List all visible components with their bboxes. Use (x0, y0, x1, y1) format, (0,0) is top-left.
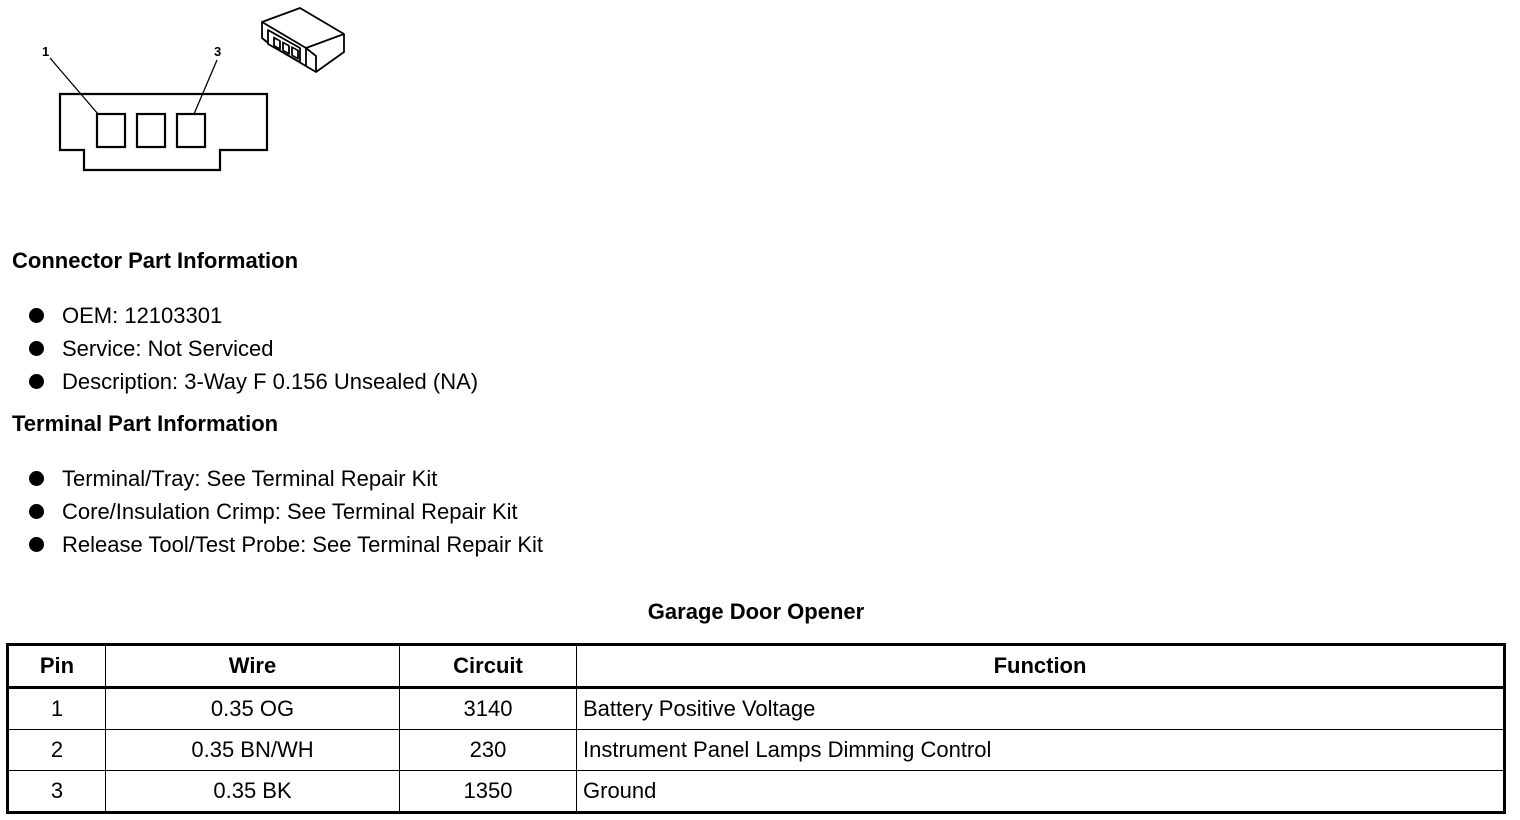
terminal-part-info-list (24, 462, 543, 561)
cell-pin: 1 (8, 688, 106, 730)
table-row (8, 730, 1505, 771)
bullet-icon (29, 341, 44, 356)
bullet-icon (29, 374, 44, 389)
column-header-wire: Wire (106, 645, 400, 688)
pinout-table (6, 643, 1506, 814)
cavity-3 (177, 114, 205, 147)
cell-wire: 0.35 BN/WH (106, 730, 400, 771)
column-header-circuit: Circuit (400, 645, 577, 688)
callout-label-1: 1 (42, 44, 50, 59)
callout-3-leader (194, 60, 217, 114)
cell-function: Ground (577, 771, 1505, 813)
cell-pin: 3 (8, 771, 106, 813)
list-item (24, 528, 543, 561)
bullet-icon (29, 504, 44, 519)
list-item-text: Release Tool/Test Probe: See Terminal Repair Kit (62, 532, 543, 557)
connector-part-info-heading: Connector Part Information (12, 248, 299, 273)
table-header-row (8, 645, 1505, 688)
list-item (24, 462, 543, 495)
cell-circuit: 3140 (400, 688, 577, 730)
cell-pin: 2 (8, 730, 106, 771)
connector-part-info-list (24, 299, 478, 398)
cell-function: Instrument Panel Lamps Dimming Control (577, 730, 1505, 771)
list-item-text: Description: 3-Way F 0.156 Unsealed (NA) (62, 369, 479, 394)
list-item-text: OEM: 12103301 (62, 303, 223, 328)
cell-circuit: 1350 (400, 771, 577, 813)
list-item (24, 299, 478, 332)
list-item-text: Service: Not Serviced (62, 336, 274, 361)
cell-wire: 0.35 BK (106, 771, 400, 813)
bullet-icon (29, 308, 44, 323)
list-item (24, 332, 478, 365)
bullet-icon (29, 471, 44, 486)
cell-wire: 0.35 OG (106, 688, 400, 730)
table-title: Garage Door Opener (647, 599, 865, 624)
cavity-1 (97, 114, 125, 147)
connector-isometric-view (262, 8, 344, 72)
list-item (24, 495, 543, 528)
column-header-function: Function (577, 645, 1505, 688)
list-item (24, 365, 478, 398)
terminal-part-info-heading: Terminal Part Information (12, 411, 279, 436)
callout-1-leader (50, 58, 98, 114)
callout-label-3: 3 (214, 44, 222, 59)
cell-circuit: 230 (400, 730, 577, 771)
column-header-pin: Pin (8, 645, 106, 688)
bullet-icon (29, 537, 44, 552)
cell-function: Battery Positive Voltage (577, 688, 1505, 730)
table-row (8, 688, 1505, 730)
cavity-2 (137, 114, 165, 147)
table-row (8, 771, 1505, 813)
list-item-text: Terminal/Tray: See Terminal Repair Kit (62, 466, 438, 491)
list-item-text: Core/Insulation Crimp: See Terminal Repair Kit (62, 499, 518, 524)
connector-face-diagram (0, 0, 380, 190)
